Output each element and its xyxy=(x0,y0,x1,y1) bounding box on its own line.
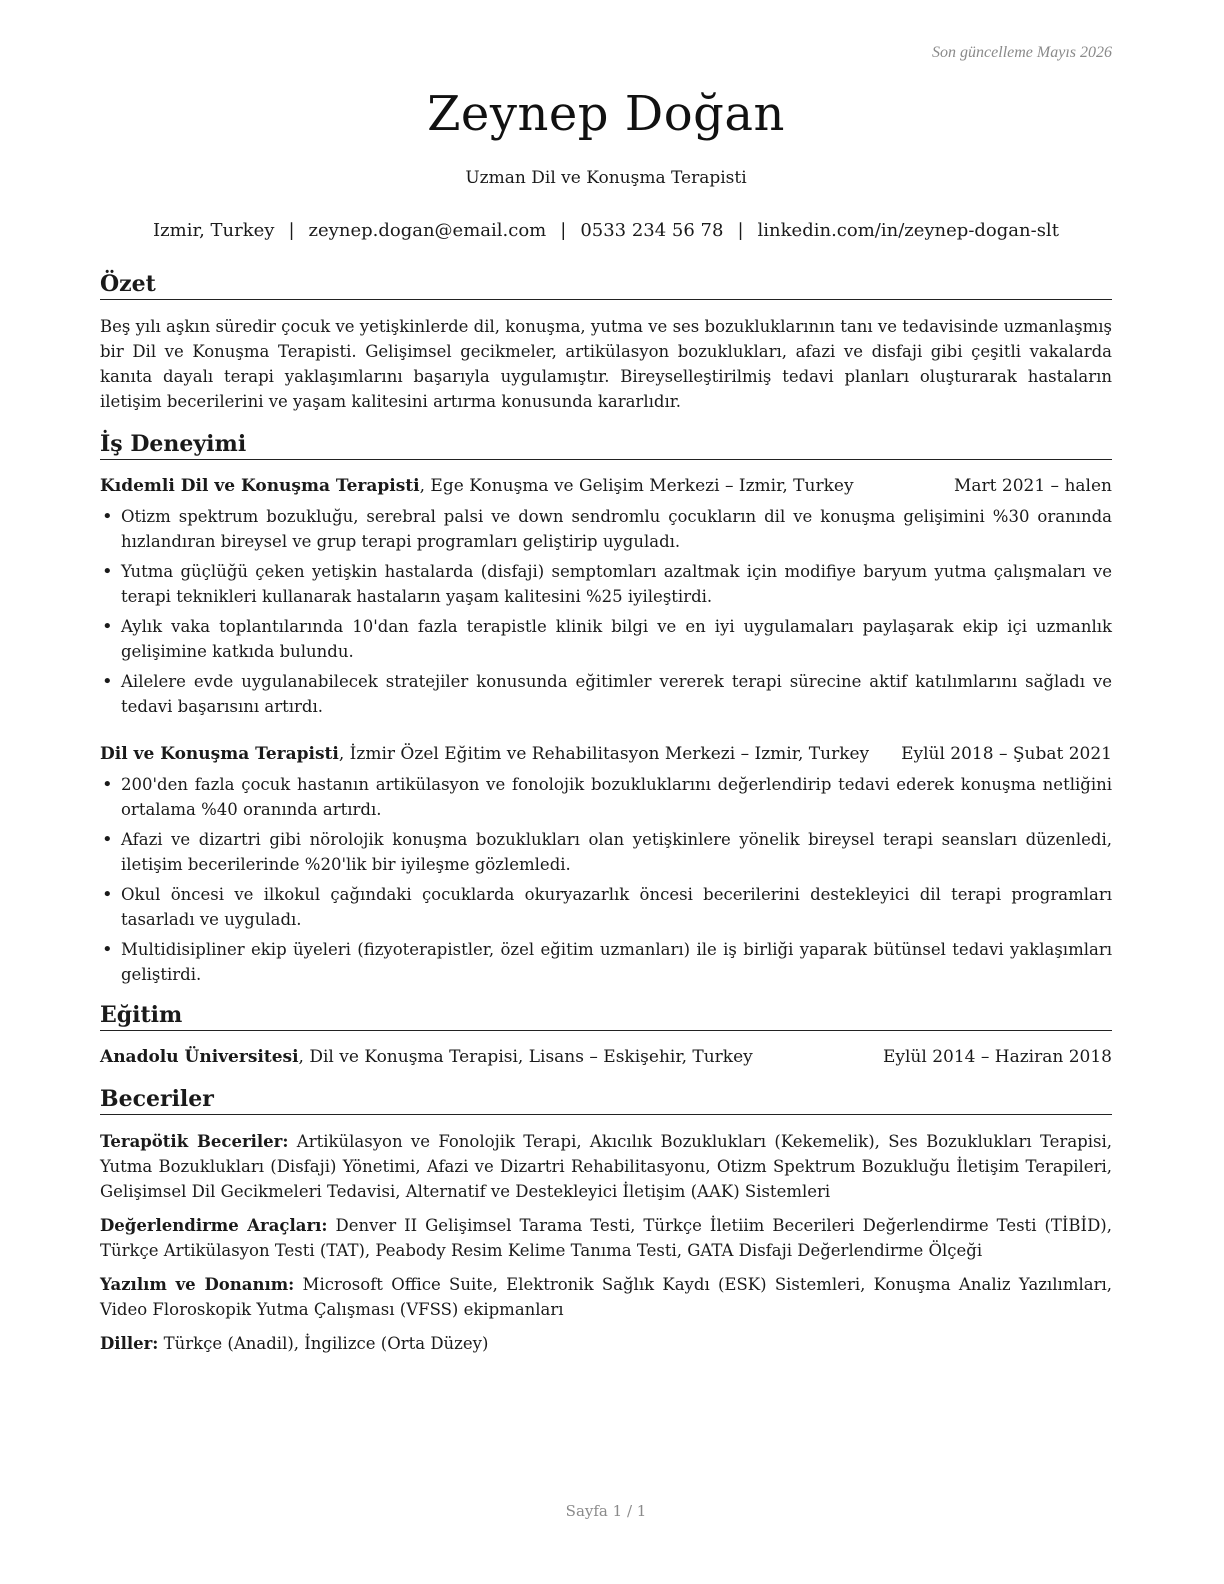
section-heading-education: Eğitim xyxy=(100,1001,1112,1031)
skill-group-text: Türkçe (Anadil), İngilizce (Orta Düzey) xyxy=(158,1334,489,1353)
school-name: Anadolu Üniversitesi xyxy=(100,1047,299,1067)
contact-line xyxy=(100,220,1112,241)
email-link[interactable]: zeynep.dogan@email.com xyxy=(308,220,547,241)
contact-separator: | xyxy=(560,220,567,241)
contact-separator: | xyxy=(737,220,744,241)
list-item: • Yutma güçlüğü çeken yetişkin hastalarda (disfaji) semptomları azaltmak için modifiye baryum yutma çalışmaları ve terapi teknikleri kullanarak hastaların yaşam kalitesini %25 iyileştirdi. xyxy=(100,559,1112,609)
skill-group xyxy=(100,1129,1112,1204)
list-item: • 200'den fazla çocuk hastanın artikülasyon ve fonolojik bozukluklarını değerlendirip tedavi ederek konuşma netliğini ortalama %40 oranında artırdı. xyxy=(100,772,1112,822)
degree-detail: , Dil ve Konuşma Terapisi, Lisans – Eskişehir, Turkey xyxy=(298,1047,753,1067)
job-dates: Mart 2021 – halen xyxy=(953,476,1112,496)
list-item: • Okul öncesi ve ilkokul çağındaki çocuklarda okuryazarlık öncesi becerilerini destekleyici dil terapi programları tasarladı ve uyguladı. xyxy=(100,882,1112,932)
person-name: Zeynep Doğan xyxy=(427,86,785,142)
job-role: Dil ve Konuşma Terapisti xyxy=(100,744,339,764)
summary-text: Beş yılı aşkın süredir çocuk ve yetişkinlerde dil, konuşma, yutma ve ses bozukluklarının tanı ve tedavisinde uzmanlaşmış bir Dil ve Konuşma Terapisti. Gelişimsel gecikmeler, artikülasyon bozuklukları, afazi ve disfaji gibi çeşitli vakalarda kanıta dayalı terapi yaklaşımlarını başarıyla uygulamıştır. Bireyselleştirilmiş tedavi planları oluşturarak hastaların iletişim becerilerini ve yaşam kalitesini artırma konusunda kararlıdır. xyxy=(100,317,1112,411)
job-title: Uzman Dil ve Konuşma Terapisti xyxy=(465,168,747,188)
education-entry xyxy=(100,1045,1112,1069)
skill-group-text: Artikülasyon ve Fonolojik Terapi, Akıcılık Bozuklukları (Kekemelik), Ses Bozuklukları Terapisi, Yutma Bozuklukları (Disfaji) Yönetimi, Afazi ve Dizartri Rehabilitasyonu, Otizm Spektrum Bozukluğu İletişim Terapileri, Gelişimsel Dil Gecikmeleri Tedavisi, Alternatif ve Destekleyici İletişim (AAK) Sistemleri xyxy=(100,1132,1112,1201)
list-item: • Multidisipliner ekip üyeleri (fizyoterapistler, özel eğitim uzmanları) ile iş birliği yaparak bütünsel tedavi yaklaşımları geliştirdi. xyxy=(100,937,1112,987)
section-heading-summary: Özet xyxy=(100,270,1112,300)
job-bullets xyxy=(100,504,1112,724)
job-header xyxy=(100,474,1112,498)
job-header xyxy=(100,742,1112,766)
contact-separator: | xyxy=(288,220,295,241)
section-heading-experience: İş Deneyimi xyxy=(100,430,1112,460)
list-item: • Aylık vaka toplantılarında 10'dan fazla terapistle klinik bilgi ve en iyi uygulamaları paylaşarak ekip içi uzmanlık gelişimine katkıda bulundu. xyxy=(100,614,1112,664)
list-item: • Ailelere evde uygulanabilecek stratejiler konusunda eğitimler vererek terapi sürecine aktif katılımlarını sağladı ve tedavi başarısını artırdı. xyxy=(100,669,1112,719)
skill-group-label: Değerlendirme Araçları: xyxy=(100,1216,328,1235)
location-text: Izmir, Turkey xyxy=(153,220,275,241)
skill-group-label: Yazılım ve Donanım: xyxy=(100,1275,295,1294)
skill-group xyxy=(100,1331,1112,1356)
skill-group-text: Microsoft Office Suite, Elektronik Sağlık Kaydı (ESK) Sistemleri, Konuşma Analiz Yazılımları, Video Floroskopik Yutma Çalışması (VFSS) ekipmanları xyxy=(100,1275,1112,1319)
page-number: Sayfa 1 / 1 xyxy=(565,1502,647,1520)
last-updated-note: Son güncelleme Mayıs 2026 xyxy=(932,44,1112,61)
job-dates: Eylül 2018 – Şubat 2021 xyxy=(901,744,1112,764)
list-item: • Afazi ve dizartri gibi nörolojik konuşma bozuklukları olan yetişkinlere yönelik bireysel terapi seansları düzenledi, iletişim becerilerinde %20'lik bir iyileşme gözlemledi. xyxy=(100,827,1112,877)
job-role: Kıdemli Dil ve Konuşma Terapisti xyxy=(100,476,420,496)
job-org: , Ege Konuşma ve Gelişim Merkezi – Izmir, Turkey xyxy=(419,476,854,496)
skill-group-text: Denver II Gelişimsel Tarama Testi, Türkçe İletiim Becerileri Değerlendirme Testi (TİBİD), Türkçe Artikülasyon Testi (TAT), Peabody Resim Kelime Tanıma Testi, GATA Disfaji Değerlendirme Ölçeği xyxy=(100,1216,1112,1260)
phone-text: 0533 234 56 78 xyxy=(580,220,724,241)
skill-group xyxy=(100,1213,1112,1263)
section-heading-skills: Beceriler xyxy=(100,1085,1112,1115)
linkedin-link[interactable]: linkedin.com/in/zeynep-dogan-slt xyxy=(757,220,1059,241)
list-item: • Otizm spektrum bozukluğu, serebral palsi ve down sendromlu çocukların dil ve konuşma gelişimini %30 oranında hızlandıran bireysel ve grup terapi programları geliştirip uyguladı. xyxy=(100,504,1112,554)
skill-group-label: Terapötik Beceriler: xyxy=(100,1132,289,1151)
skill-group xyxy=(100,1272,1112,1322)
education-dates: Eylül 2014 – Haziran 2018 xyxy=(882,1047,1112,1067)
skill-group-label: Diller: xyxy=(100,1334,159,1353)
job-bullets xyxy=(100,772,1112,992)
job-org: , İzmir Özel Eğitim ve Rehabilitasyon Merkezi – Izmir, Turkey xyxy=(338,744,870,764)
